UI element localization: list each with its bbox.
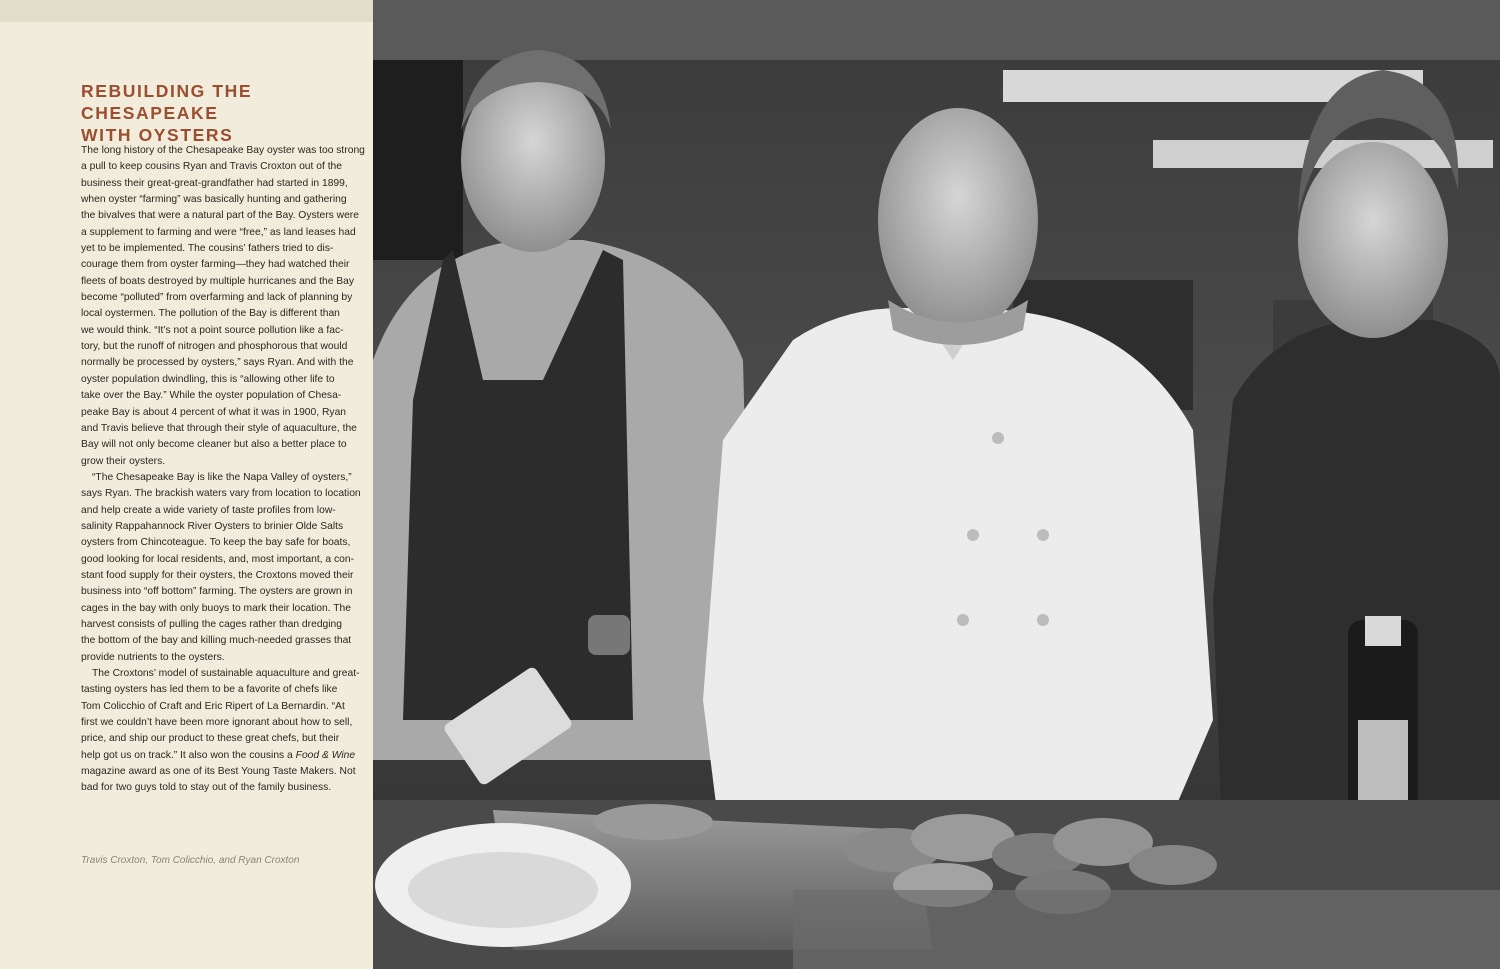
white-chef-coat (703, 308, 1213, 860)
body-line: oyster population dwindling, this is “allowing other life to (81, 373, 335, 385)
body-line: a pull to keep cousins Ryan and Travis Croxton out of the (81, 161, 343, 173)
body-line: a supplement to farming and were “free,” as land leases had (81, 226, 356, 238)
photo-illustration (373, 0, 1500, 969)
body-line: grow their oysters. (81, 455, 166, 467)
body-line: when oyster “farming” was basically hunting and gathering (81, 194, 347, 206)
body-line: salinity Rappahannock River Oysters to brinier Olde Salts (81, 520, 344, 532)
article-body (81, 143, 365, 797)
body-line: The Croxtons’ model of sustainable aquaculture and great- (92, 668, 360, 679)
body-line: harvest consists of pulling the cages rather than dredging (81, 618, 343, 630)
body-line: Bay will not only become cleaner but also a better place to (81, 439, 347, 451)
bottle-cap (1365, 616, 1401, 646)
body-line: cages in the bay with only buoys to mark their location. The (81, 602, 351, 614)
body-line: become “polluted” from overfarming and lack of planning by (81, 292, 353, 304)
kitchen-shelf-left (373, 60, 463, 260)
body-line: normally be processed by oysters,” says Ryan. And with the (81, 357, 354, 369)
body-line: says Ryan. The brackish waters vary from location to location (81, 488, 361, 500)
body-line: courage them from oyster farming—they had watched their (81, 259, 350, 271)
body-line: the bottom of the bay and killing much-needed grasses that (81, 635, 352, 647)
heading-line-2: WITH OYSTERS (81, 125, 234, 145)
body-line: we would think. “It’s not a point source pollution like a fac- (81, 324, 344, 336)
body-line-text: help got us on track.” It also won the cousins a (81, 749, 293, 761)
photo-caption: Travis Croxton, Tom Colicchio, and Ryan Croxton (81, 855, 300, 866)
body-line: take over the Bay.” While the oyster population of Chesa- (81, 390, 342, 402)
body-line: fleets of boats destroyed by multiple hurricanes and the Bay (81, 275, 355, 287)
top-page-strip (0, 0, 373, 22)
article-text-panel (0, 0, 373, 969)
body-line: the bivalves that were a natural part of the Bay. Oysters were (81, 210, 359, 222)
article-heading (81, 80, 361, 146)
body-line: tory, but the runoff of nitrogen and phosphorous that would (81, 341, 348, 353)
body-line: provide nutrients to the oysters. (81, 651, 225, 663)
chefs-kitchen-photo (373, 0, 1500, 969)
bottle-label (1358, 720, 1408, 800)
body-line: stant food supply for their oysters, the Croxtons moved their (81, 569, 354, 581)
body-line: bad for two guys told to stay out of the family business. (81, 782, 332, 794)
body-line: price, and ship our product to these great chefs, but their (81, 733, 340, 745)
burlap-sack (793, 890, 1500, 969)
body-line: local oystermen. The pollution of the Bay is different than (81, 308, 340, 320)
body-line-with-magazine (81, 748, 356, 764)
wristwatch (588, 615, 630, 655)
face (1298, 142, 1448, 338)
body-line: good looking for local residents, and, most important, a con- (81, 553, 355, 565)
body-line: tasting oysters has led them to be a favorite of chefs like (81, 684, 338, 696)
body-line: and Travis believe that through their style of aquaculture, the (81, 422, 357, 434)
body-line: Tom Colicchio of Craft and Eric Ripert of La Bernardin. “At (81, 700, 345, 712)
body-line: first we couldn’t have been more ignorant about how to sell, (81, 717, 353, 729)
body-line: yet to be implemented. The cousins’ fathers tried to dis- (81, 243, 334, 255)
body-line: business into “off bottom” farming. The oysters are grown in (81, 586, 353, 598)
body-line: business their great-great-grandfather had started in 1899, (81, 177, 348, 189)
face (878, 108, 1038, 332)
magazine-name: Food & Wine (295, 749, 356, 761)
body-line: and help create a wide variety of taste profiles from low- (81, 504, 336, 516)
heading-line-1: REBUILDING THE CHESAPEAKE (81, 81, 253, 123)
body-line: peake Bay is about 4 percent of what it was in 1900, Ryan (81, 406, 347, 418)
body-line: The long history of the Chesapeake Bay oyster was too strong (81, 145, 365, 156)
body-line: magazine award as one of its Best Young Taste Makers. Not (81, 766, 356, 778)
body-line: oysters from Chincoteague. To keep the bay safe for boats, (81, 537, 351, 549)
body-line: “The Chesapeake Bay is like the Napa Valley of oysters,” (92, 471, 352, 483)
